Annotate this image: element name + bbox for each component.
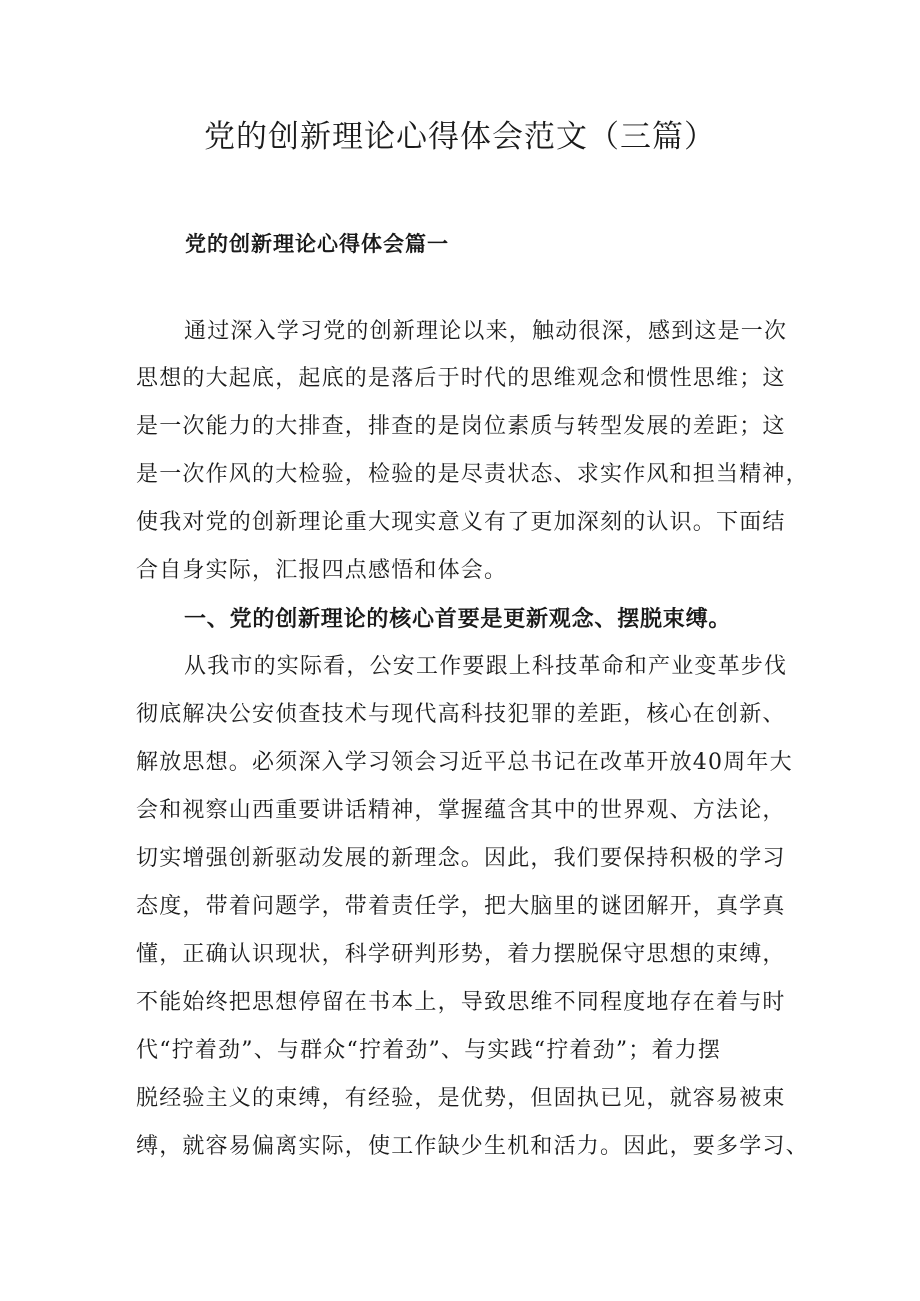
paragraph-line: 缚，就容易偏离实际，使工作缺少生机和活力。因此，要多学习、 (136, 1134, 809, 1159)
paragraph-line: 不能始终把思想停留在书本上，导致思维不同程度地存在着与时 (136, 990, 786, 1015)
paragraph-line: 会和视察山西重要讲话精神，掌握蕴含其中的世界观、方法论， (136, 798, 786, 823)
paragraph-line: 代“拧着劲”、与群众“拧着劲”、与实践“拧着劲”；着力摆 (136, 1038, 722, 1063)
paragraph-line: 切实增强创新驱动发展的新理念。因此，我们要保持积极的学习 (136, 846, 786, 871)
paragraph-line: 态度，带着问题学，带着责任学，把大脑里的谜团解开，真学真 (136, 894, 786, 919)
document-title: 党的创新理论心得体会范文（三篇） (204, 119, 716, 155)
paragraph-line: 通过深入学习党的创新理论以来，触动很深，感到这是一次 (184, 319, 788, 344)
paragraph-line: 脱经验主义的束缚，有经验，是优势，但固执已见，就容易被束 (136, 1086, 786, 1111)
paragraph-line: 解放思想。必须深入学习领会习近平总书记在改革开放40周年大 (136, 750, 793, 775)
section-heading: 党的创新理论心得体会篇一 (185, 231, 449, 256)
paragraph-line: 是一次作风的大检验，检验的是尽责状态、求实作风和担当精神， (136, 462, 809, 487)
point-heading: 一、党的创新理论的核心首要是更新观念、摆脱束缚。 (184, 606, 732, 632)
paragraph-line: 懂，正确认识现状，科学研判形势，着力摆脱保守思想的束缚， (136, 942, 786, 967)
paragraph-line: 合自身实际，汇报四点感悟和体会。 (136, 558, 508, 583)
paragraph-line: 从我市的实际看，公安工作要跟上科技革命和产业变革步伐 (184, 654, 788, 679)
paragraph-line: 思想的大起底，起底的是落后于时代的思维观念和惯性思维；这 (136, 366, 786, 391)
paragraph-line: 彻底解决公安侦查技术与现代高科技犯罪的差距，核心在创新、 (136, 702, 786, 727)
paragraph-line: 是一次能力的大排查，排查的是岗位素质与转型发展的差距；这 (136, 414, 786, 439)
paragraph-line: 使我对党的创新理论重大现实意义有了更加深刻的认识。下面结 (136, 510, 786, 535)
